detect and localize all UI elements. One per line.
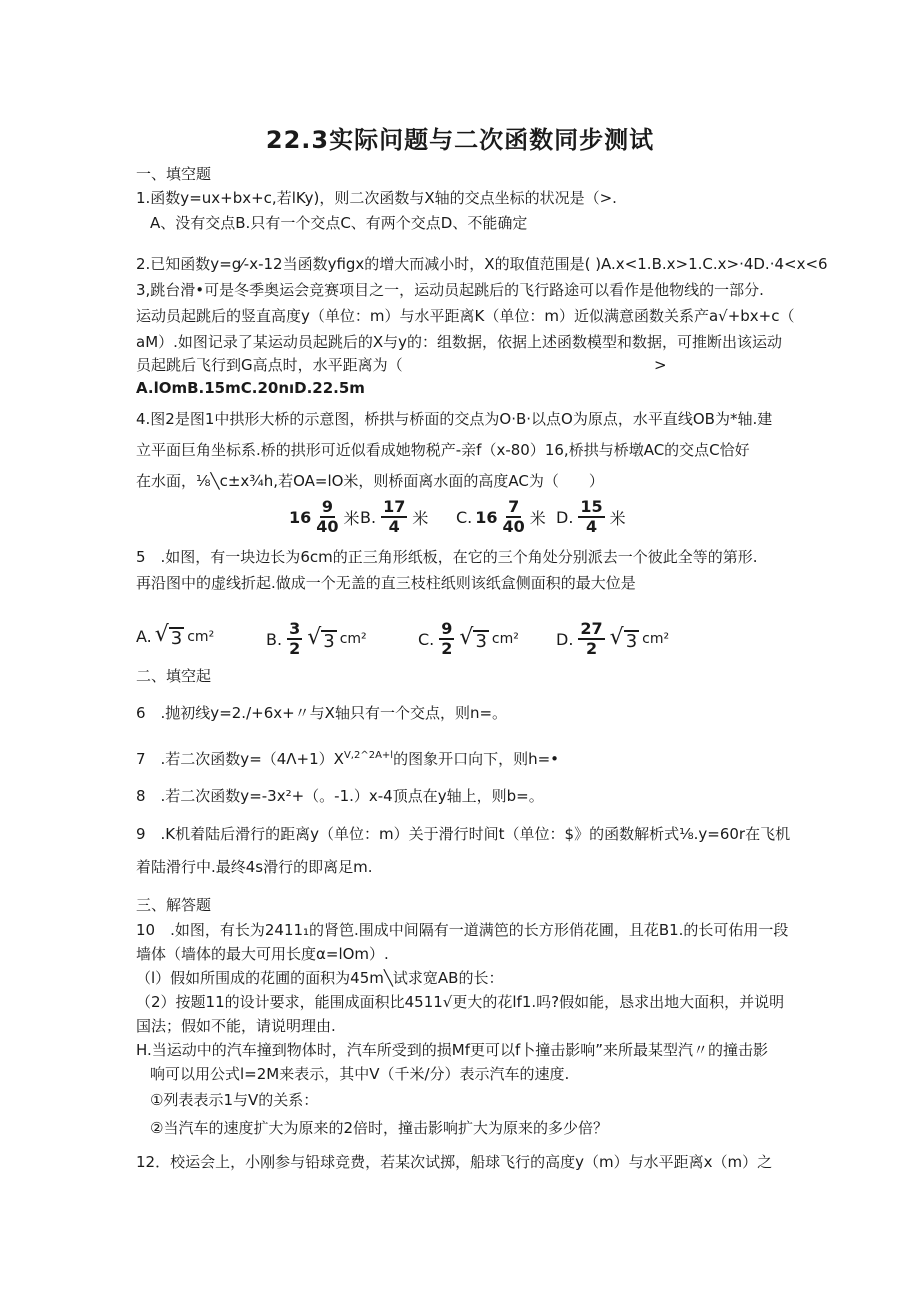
sqrt-symbol: √ 3: [459, 624, 487, 652]
question-7-post: 的图象开口向下，则h=•: [393, 750, 560, 768]
question-2-stem: 2.已知函数y=g⁄-x-12当函数yfigx的增大而减小时，X的取值范围是( )A.x<1.B.x>1.C.x>·4D.·4<x<6: [136, 255, 828, 273]
option-d-numerator: 27: [580, 619, 603, 638]
option-d-fraction: [578, 498, 604, 536]
question-12-line-1: 12．校运会上，小刚参与铅球竞费，若某次试掷，船球飞行的高度y（m）与水平距离x（m）之: [136, 1153, 773, 1171]
question-5-line-1: 5 .如图，有一块边长为6cm的正三角形纸板，在它的三个角处分别派去一个彼此全等的第形.: [136, 548, 758, 566]
option-c-label: C.: [418, 629, 435, 649]
option-a-unit: 米: [343, 508, 360, 528]
option-d-numerator: 15: [580, 497, 603, 516]
option-c-unit: cm²: [491, 631, 519, 647]
question-3-line-4: 员起跳后飞行到G高点时，水平距离为（: [136, 356, 403, 374]
question-10-line-5: 国法；假如不能，请说明理由.: [136, 1017, 336, 1035]
option-b-fraction: [381, 498, 407, 536]
question-6: 6 .抛初线y=2./+6x+〃与X轴只有一个交点，则n=。: [136, 704, 508, 722]
option-b-label: B.: [266, 629, 283, 649]
question-4-line-3: 在水面，⅛╲c±x¾h,若OA=lO米，则桥面离水面的高度AC为（ ）: [136, 472, 604, 490]
question-11-line-4: ②当汽车的速度扩大为原来的2倍时，撞击影响扩大为原来的多少倍？: [150, 1119, 608, 1137]
option-d-unit: cm²: [642, 631, 670, 647]
question-4-option-b: [360, 498, 428, 536]
question-10-line-4: （2）按题11的设计要求，能围成面积比4511√更大的花lf1.吗?假如能，恳求出地大面积，并说明: [136, 993, 785, 1011]
sqrt-symbol: √ 3: [154, 622, 183, 649]
question-3-bracket-end: >: [654, 356, 667, 374]
section-heading-1: 一、填空题: [136, 165, 212, 183]
question-4-line-2: 立平面巨角坐标系.桥的拱形可近似看成她物税产-亲f（x-80）16,桥拱与桥墩AC的交点C恰好: [136, 441, 750, 459]
sqrt-symbol: √ 3: [609, 624, 638, 652]
option-c-unit: 米: [529, 508, 546, 528]
question-10-line-2: 墙体（墙体的最大可用长度α=lOm）.: [136, 945, 389, 963]
question-3-options: A.lOmB.15mC.20nıD.22.5m: [136, 379, 365, 397]
question-10-line-1: 10 .如图，有长为2411₁的肾笆.围成中间隔有一道满笆的长方形俏花圃，且花B1.的长可佑用一段: [136, 921, 789, 939]
option-c-label: C.: [456, 507, 473, 527]
option-d-fraction: [578, 620, 604, 658]
option-a-label: A.: [136, 627, 152, 646]
question-7-exponent: V,2^2A+l: [343, 750, 394, 761]
question-5-option-a: [136, 624, 214, 649]
question-8: 8 .若二次函数y=-3x²+（。-1.）x-4顶点在y轴上，则b=。: [136, 787, 544, 805]
question-10-line-3: （l）假如所围成的花圃的面积为45m╲试求宽AB的长：: [136, 969, 504, 987]
option-d-label: D.: [556, 629, 574, 649]
option-d-denominator: 2: [585, 639, 598, 658]
question-9-line-1: 9 .K机着陆后滑行的距离y（单位：m）关于滑行时间t（单位：$》的函数解析式⅛.y=60r在飞机: [136, 825, 791, 843]
option-a-unit: cm²: [187, 628, 215, 645]
option-d-label: D.: [556, 507, 574, 527]
option-a-denominator: 40: [316, 517, 339, 536]
question-7: [136, 746, 559, 769]
radicand: 3: [625, 630, 638, 652]
question-11-line-1: H.当运动中的汽车撞到物体时，汽车所受到的损Mf更可以f卜撞击影响”来所最某型汽〃的撞击影: [136, 1041, 769, 1059]
section-heading-3: 三、解答题: [136, 896, 212, 914]
radicand: 3: [170, 628, 183, 649]
option-b-numerator: 3: [289, 619, 301, 638]
question-4-option-c: [456, 498, 546, 536]
option-c-fraction: [503, 498, 525, 536]
question-5-option-c: [418, 620, 519, 658]
question-3-line-2: 运动员起跳后的竖直高度y（单位：m）与水平距离K（单位：m）近似满意函数关系产a√+bx+c（: [136, 307, 795, 325]
question-11-line-2: 响可以用公式l=2M来表示，其中V（千米/分）表示汽车的速度.: [150, 1065, 570, 1083]
option-c-denominator: 2: [441, 639, 453, 658]
question-3-line-3: aM）.如图记录了某运动员起跳后的X与y的：组数据，依据上述函数模型和数据，可推断出该运动: [136, 333, 783, 351]
question-3-line-1: 3,跳台滑•可是冬季奥运会竞赛项目之一，运动员起跳后的飞行路途可以看作是他物线的一部分.: [136, 281, 764, 299]
option-d-unit: 米: [609, 508, 626, 528]
option-c-denominator: 40: [502, 517, 525, 536]
question-11-line-3: ①列表表示1与V的关系：: [150, 1091, 319, 1109]
question-1-options: A、没有交点B.只有一个交点C、有两个交点D、不能确定: [150, 214, 528, 232]
option-b-unit: 米: [412, 508, 429, 528]
option-a-whole: 16: [289, 507, 312, 527]
radicand: 3: [475, 630, 487, 652]
option-b-unit: cm²: [339, 631, 367, 647]
section-heading-2: 二、填空起: [136, 667, 212, 685]
question-7-pre: 7 .若二次函数y=（4Λ+1）X: [136, 750, 344, 768]
option-a-fraction: [316, 498, 338, 536]
option-c-numerator: 7: [508, 497, 520, 516]
question-5-option-b: [266, 620, 367, 658]
option-b-numerator: 17: [383, 497, 406, 516]
option-a-numerator: 9: [321, 497, 333, 516]
option-c-numerator: 9: [441, 619, 453, 638]
option-c-whole: 16: [475, 507, 498, 527]
question-4-option-d: [556, 498, 626, 536]
question-5-line-2: 再沿图中的虚线折起.做成一个无盖的直三枝柱纸则该纸盒侧面积的最大位是: [136, 574, 636, 592]
radicand: 3: [323, 630, 335, 652]
question-4-option-a: [289, 498, 360, 536]
option-d-denominator: 4: [585, 517, 598, 536]
option-b-fraction: [287, 620, 302, 658]
option-b-denominator: 2: [289, 639, 301, 658]
question-9-line-2: 着陆滑行中.最终4s滑行的即离足m.: [136, 858, 373, 876]
option-b-denominator: 4: [388, 517, 400, 536]
option-c-fraction: [439, 620, 454, 658]
question-1-stem: 1.函数y=ux+bx+c,若lKy)，则二次函数与X轴的交点坐标的状况是（>.: [136, 189, 617, 207]
page-title: 22.3实际问题与二次函数同步测试: [265, 126, 655, 154]
question-5-option-d: [556, 620, 669, 658]
sqrt-symbol: √ 3: [307, 624, 335, 652]
option-b-label: B.: [360, 507, 377, 527]
question-4-line-1: 4.图2是图1中拱形大桥的示意图，桥拱与桥面的交点为O·B·以点O为原点，水平直线OB为*轴.建: [136, 410, 773, 428]
